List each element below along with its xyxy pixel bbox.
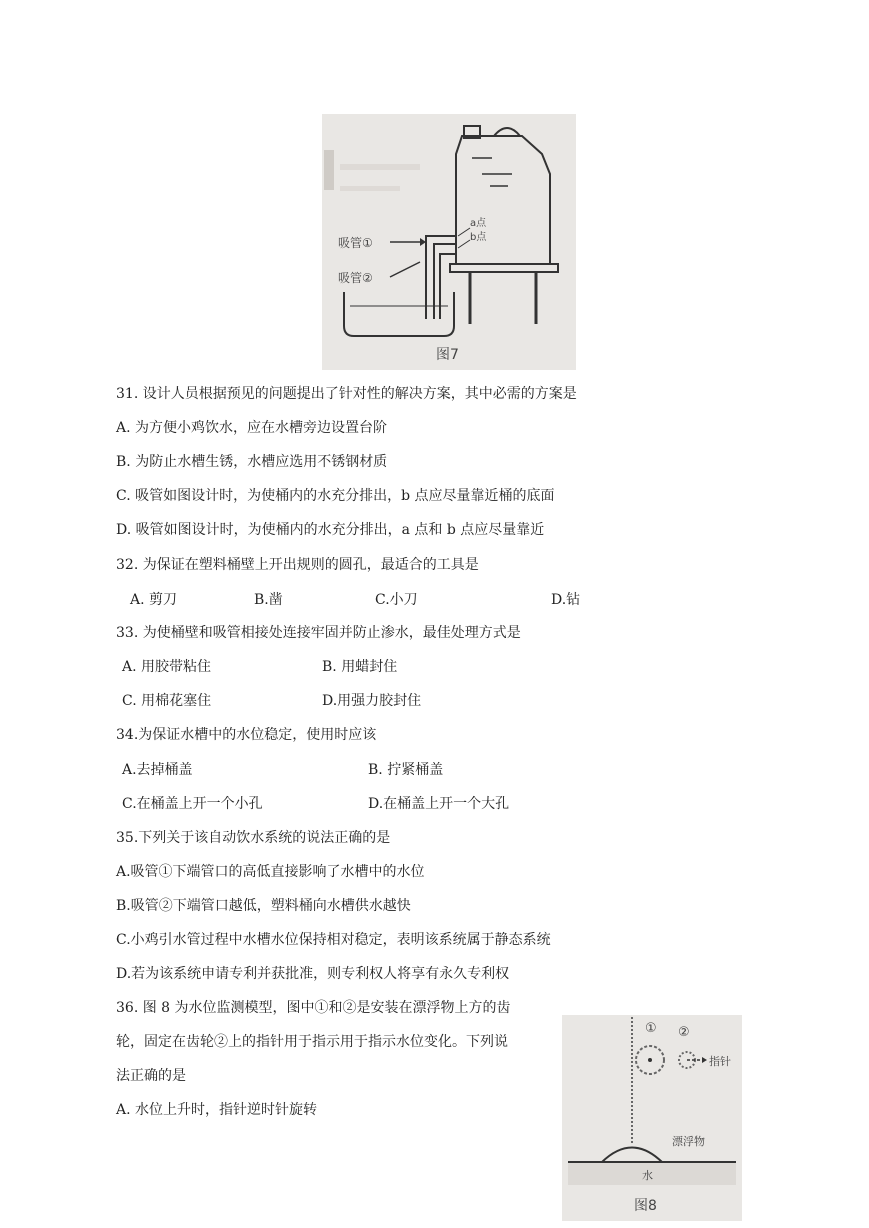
q32-option-a: A. 剪刀 — [130, 592, 178, 608]
label-tube-2: 吸管② — [338, 271, 373, 285]
q32-stem: 32. 为保证在塑料桶壁上开出规则的圆孔，最适合的工具是 — [116, 557, 479, 573]
q34-option-d: D.在桶盖上开一个大孔 — [368, 796, 510, 812]
q36-stem-line-3: 法正确的是 — [116, 1068, 186, 1084]
q33-option-a: A. 用胶带粘住 — [122, 659, 212, 675]
q32-option-c: C.小刀 — [375, 592, 418, 608]
water-label: 水 — [642, 1169, 653, 1182]
label-a-point: a点 — [470, 218, 487, 229]
figure-8 — [562, 1015, 742, 1221]
q33-option-b: B. 用蜡封住 — [322, 659, 398, 675]
q36-option-a: A. 水位上升时，指针逆时针旋转 — [116, 1102, 318, 1118]
q31-option-a: A. 为方便小鸡饮水，应在水槽旁边设置台阶 — [116, 420, 388, 436]
q31-option-c: C. 吸管如图设计时，为使桶内的水充分排出，b 点应尽量靠近桶的底面 — [116, 488, 555, 504]
q34-option-a: A.去掉桶盖 — [122, 762, 193, 778]
q35-option-d: D.若为该系统申请专利并获批准，则专利权人将享有永久专利权 — [116, 966, 510, 982]
q34-stem: 34.为保证水槽中的水位稳定，使用时应该 — [116, 727, 377, 743]
q36-stem-line-1: 36. 图 8 为水位监测模型，图中①和②是安装在漂浮物上方的齿 — [116, 1000, 511, 1016]
q35-stem: 35.下列关于该自动饮水系统的说法正确的是 — [116, 830, 391, 846]
figure-8-drawing — [562, 1015, 742, 1221]
label-b-point: b点 — [470, 232, 487, 243]
q33-stem: 33. 为使桶壁和吸管相接处连接牢固并防止渗水，最佳处理方式是 — [116, 625, 521, 641]
figure-7-caption: 图7 — [436, 347, 459, 363]
float-label: 漂浮物 — [672, 1135, 705, 1148]
q35-option-a: A.吸管①下端管口的高低直接影响了水槽中的水位 — [116, 864, 425, 880]
pointer-label: 指针 — [709, 1055, 731, 1068]
gear-1-label: ① — [645, 1021, 657, 1036]
q35-option-c: C.小鸡引水管过程中水槽水位保持相对稳定，表明该系统属于静态系统 — [116, 932, 551, 948]
q31-option-d: D. 吸管如图设计时，为使桶内的水充分排出，a 点和 b 点应尽量靠近 — [116, 522, 545, 538]
q34-option-c: C.在桶盖上开一个小孔 — [122, 796, 263, 812]
q34-option-b: B. 拧紧桶盖 — [368, 762, 444, 778]
q35-option-b: B.吸管②下端管口越低，塑料桶向水槽供水越快 — [116, 898, 411, 914]
label-tube-1: 吸管① — [338, 236, 373, 250]
q33-option-d: D.用强力胶封住 — [322, 693, 422, 709]
q31-option-b: B. 为防止水槽生锈，水槽应选用不锈钢材质 — [116, 454, 388, 470]
q32-option-d: D.钻 — [551, 592, 581, 608]
figure-7 — [322, 114, 576, 370]
q31-stem: 31. 设计人员根据预见的问题提出了针对性的解决方案，其中必需的方案是 — [116, 386, 577, 402]
q32-option-b: B.凿 — [254, 592, 283, 608]
gear-2-label: ② — [678, 1025, 690, 1040]
q33-option-c: C. 用棉花塞住 — [122, 693, 212, 709]
q36-stem-line-2: 轮，固定在齿轮②上的指针用于指示用于指示水位变化。下列说 — [116, 1034, 508, 1050]
figure-8-caption: 图8 — [634, 1198, 657, 1214]
